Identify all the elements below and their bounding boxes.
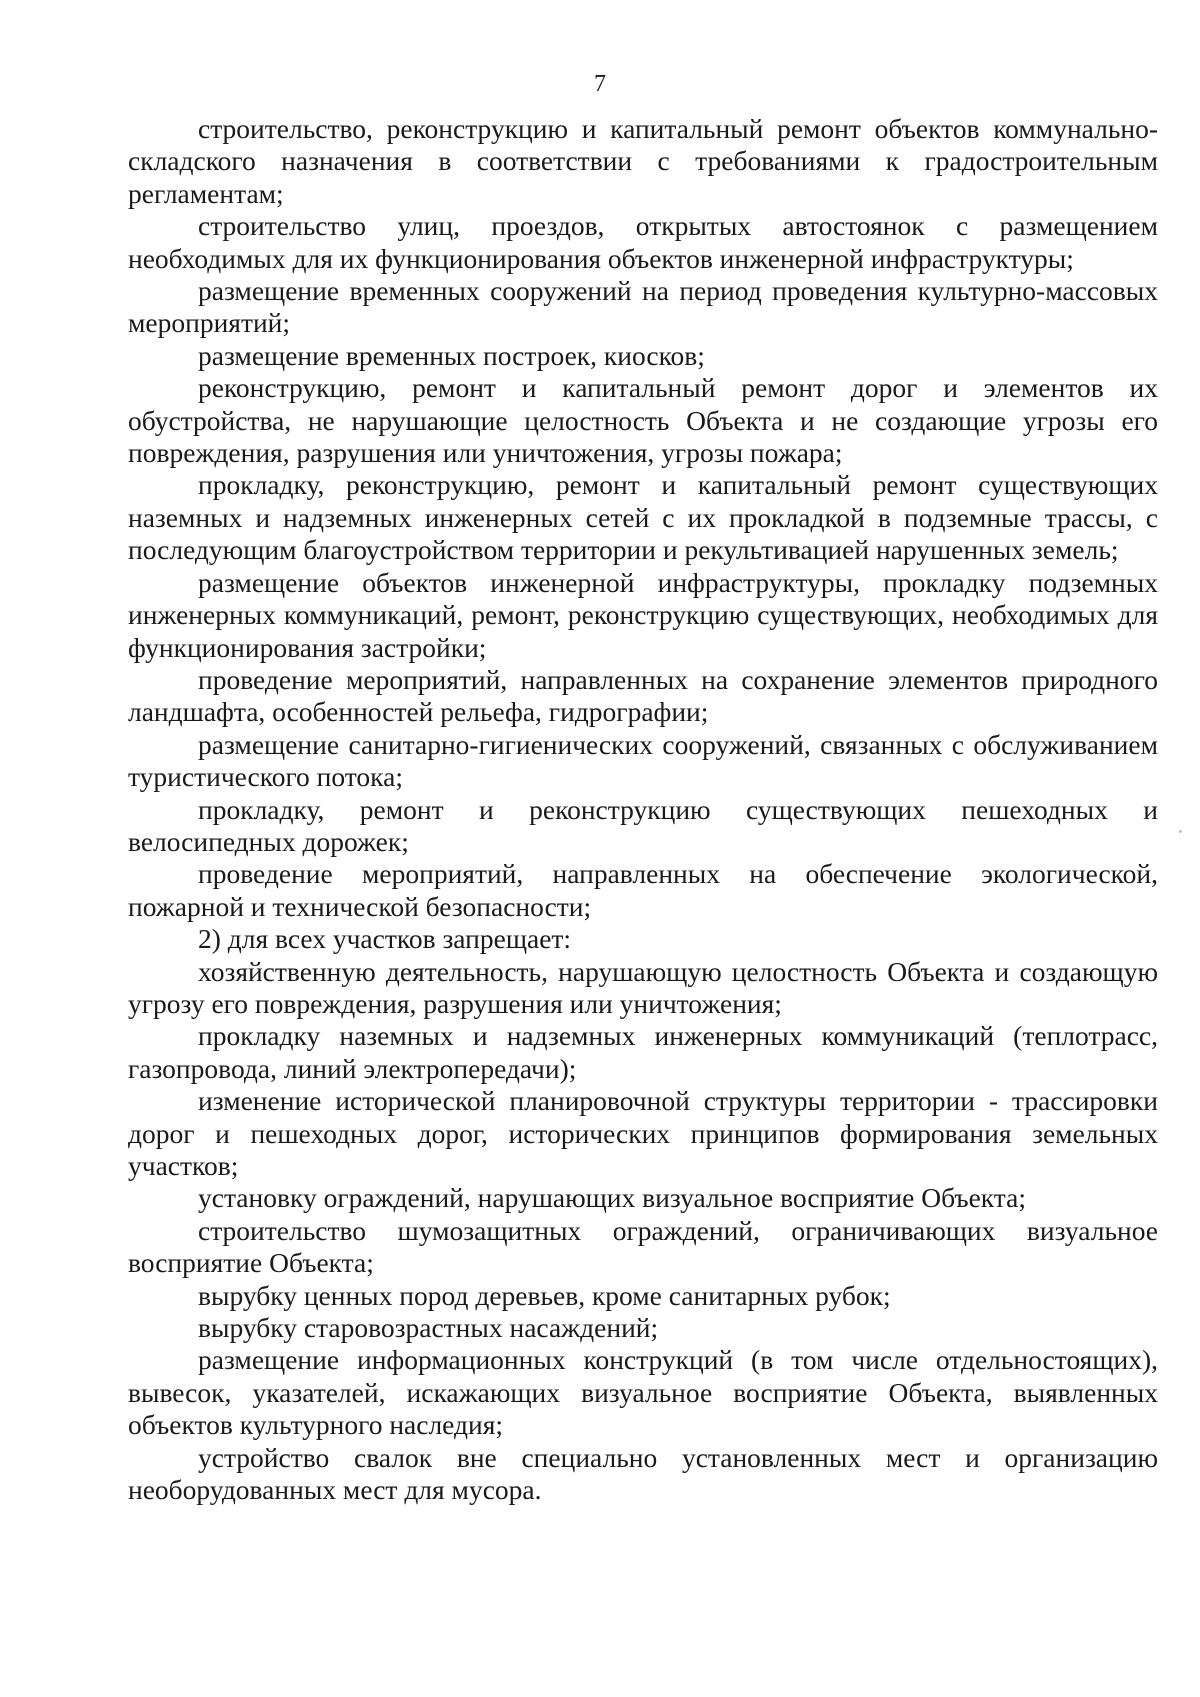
document-body xyxy=(128,113,1158,1506)
paragraph: хозяйственную деятельность, нарушающую целостность Объекта и создающую угрозу его повреждения, разрушения или уничтожения; xyxy=(128,955,1158,1019)
paragraph: строительство, реконструкцию и капитальный ремонт объектов коммунально-складского назначения в соответствии с требованиями к градостроительным регламентам; xyxy=(128,113,1158,209)
paragraph: вырубку старовозрастных насаждений; xyxy=(198,1312,659,1344)
paragraph: размещение санитарно-гигиенических сооружений, связанных с обслуживанием туристического потока; xyxy=(128,728,1158,793)
paragraph: реконструкцию, ремонт и капитальный ремонт дорог и элементов их обустройства, не нарушающие целостность Объекта и не создающие угрозы его повреждения, разрушения или уничтожения, угрозы пожара; xyxy=(128,372,1158,469)
paragraph: проведение мероприятий, направленных на обеспечение экологической, пожарной и технической безопасности; xyxy=(128,858,1158,922)
paragraph: строительство шумозащитных ограждений, ограничивающих визуальное восприятие Объекта; xyxy=(128,1214,1158,1279)
paragraph: изменение исторической планировочной структуры территории - трассировки дорог и пешеходных дорог, исторических принципов формирования земельных участков; xyxy=(128,1085,1158,1181)
paragraph: прокладку наземных и надземных инженерных коммуникаций (теплотрасс, газопровода, линий электропередачи); xyxy=(128,1020,1158,1084)
paragraph: вырубку ценных пород деревьев, кроме санитарных рубок; xyxy=(198,1279,891,1311)
paragraph: размещение временных сооружений на период проведения культурно-массовых мероприятий; xyxy=(128,275,1158,339)
list-heading: 2) для всех участков запрещает: xyxy=(198,923,572,955)
paragraph: строительство улиц, проездов, открытых автостоянок с размещением необходимых для их функционирования объектов инженерной инфраструктуры; xyxy=(128,210,1158,274)
scan-artifact xyxy=(1179,830,1182,833)
paragraph: проведение мероприятий, направленных на сохранение элементов природного ландшафта, особенностей рельефа, гидрографии; xyxy=(128,663,1158,728)
paragraph: размещение временных построек, киосков; xyxy=(198,339,705,371)
paragraph: прокладку, реконструкцию, ремонт и капитальный ремонт существующих наземных и надземных инженерных сетей с их прокладкой в подземные трассы, с последующим благоустройством территории и рекультивацией нарушенных земель; xyxy=(128,469,1158,566)
paragraph: прокладку, ремонт и реконструкцию существующих пешеходных и велосипедных дорожек; xyxy=(128,793,1158,857)
paragraph: устройство свалок вне специально установленных мест и организацию необорудованных мест для мусора. xyxy=(128,1441,1158,1506)
paragraph: размещение информационных конструкций (в том числе отдельностоящих), вывесок, указателей, искажающих визуальное восприятие Объекта, выявленных объектов культурного наследия; xyxy=(128,1344,1158,1441)
page-number: 7 xyxy=(594,71,606,97)
paragraph: установку ограждений, нарушающих визуальное восприятие Объекта; xyxy=(198,1182,1026,1214)
paragraph: размещение объектов инженерной инфраструктуры, прокладку подземных инженерных коммуникаций, ремонт, реконструкцию существующих, необходимых для функционирования застройки; xyxy=(128,566,1158,663)
